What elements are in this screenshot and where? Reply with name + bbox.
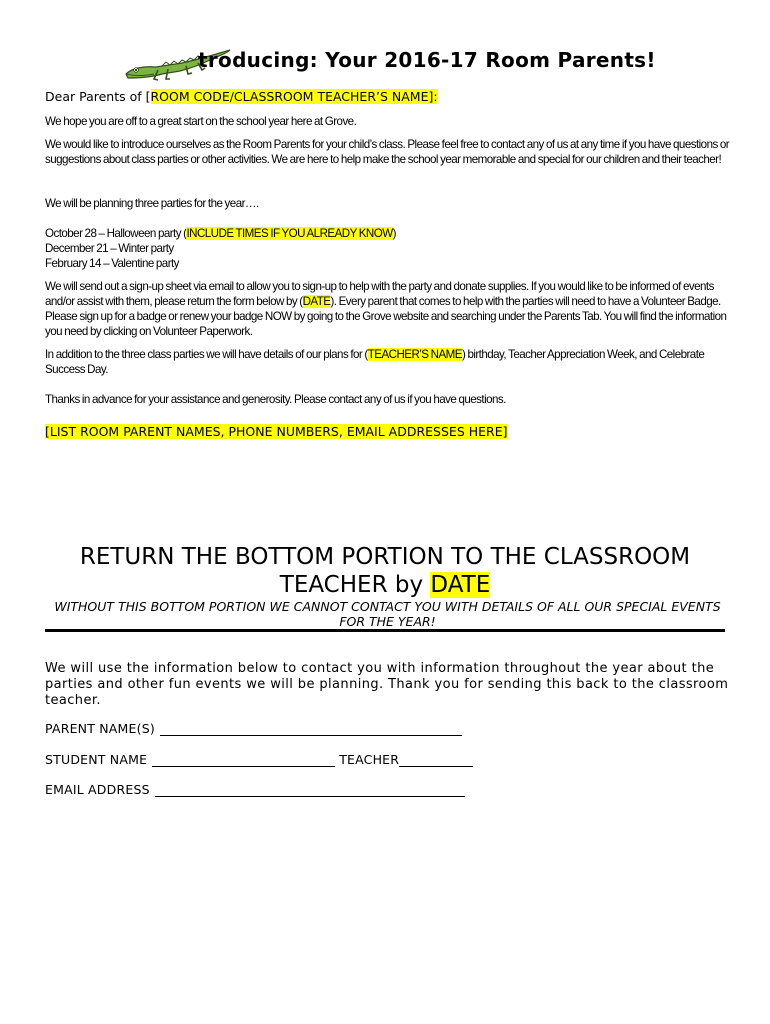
header	[0, 44, 770, 80]
party-item: December 21 – Winter party	[45, 242, 174, 255]
thanks-text: Thanks in advance for your assistance and generosity. Please contact any of us if you have questions.	[45, 393, 506, 406]
signup-text-a: We will send out a sign-up sheet via email to allow you to sign-up to help with the party and donate supplies. If you would like to be informed of events and/or assist with them, please return the form below by (	[45, 280, 714, 308]
greeting-prefix: Dear Parents of [	[45, 89, 151, 104]
warning-text: WITHOUT THIS BOTTOM PORTION WE CANNOT CONTACT YOU WITH DETAILS OF ALL OUR SPECIAL EVENTS FOR THE YEAR!	[54, 599, 721, 629]
return-heading-line2	[0, 571, 770, 599]
return-heading-line1: RETURN THE BOTTOM PORTION TO THE CLASSROOM	[79, 544, 691, 570]
paragraph-intro	[45, 114, 730, 129]
email-field[interactable]	[155, 784, 465, 797]
party-list	[45, 226, 730, 271]
student-teacher-row	[45, 752, 473, 767]
party-item	[45, 226, 730, 241]
email-label: EMAIL ADDRESS	[45, 782, 150, 797]
divider	[45, 629, 725, 632]
paragraph-thanks	[45, 392, 730, 407]
list-placeholder-text: [LIST ROOM PARENT NAMES, PHONE NUMBERS, EMAIL ADDRESSES HERE]	[45, 424, 508, 439]
party1-prefix: October 28 – Halloween party (	[45, 227, 187, 240]
parties-text: We will be planning three parties for the year….	[45, 197, 259, 210]
page-title: troducing: Your 2016-17 Room Parents!	[198, 48, 656, 72]
paragraph-parties	[45, 196, 730, 211]
room-parent-list-placeholder	[45, 424, 508, 439]
parent-name-row	[45, 721, 462, 736]
teacher-label: TEACHER	[339, 752, 400, 767]
signup-text-b: ). Every parent that comes to help with the parties will need to have a Volunteer Badge. Please sign up for a badge or renew your badge NOW by going to the Grove website and searching under the Parents Tab. You will find the information you need by clicking on Volunteer Paperwork.	[45, 295, 727, 338]
return-heading-prefix: TEACHER by	[279, 572, 431, 598]
greeting-placeholder: ROOM CODE/CLASSROOM TEACHER’S NAME]:	[150, 89, 438, 104]
return-heading	[0, 543, 770, 599]
intro-text: We hope you are off to a great start on the school year here at Grove.	[45, 115, 357, 128]
info-text: We will use the information below to contact you with information throughout the year about the parties and other fun events we will be planning. Thank you for sending this back to the classroom teacher.	[45, 661, 729, 708]
student-name-label: STUDENT NAME	[45, 752, 148, 767]
party1-placeholder: INCLUDE TIMES IF YOU ALREADY KNOW	[186, 227, 393, 240]
greeting	[45, 89, 438, 104]
parent-name-label: PARENT NAME(S)	[45, 721, 155, 736]
return-date-placeholder: DATE	[430, 572, 491, 598]
parent-name-field[interactable]	[160, 723, 462, 736]
email-row	[45, 782, 465, 797]
party-item: February 14 – Valentine party	[45, 257, 179, 270]
paragraph-signup	[45, 279, 730, 339]
student-name-field[interactable]	[152, 754, 335, 767]
paragraph-celebrations	[45, 347, 730, 377]
party1-suffix: )	[392, 227, 396, 240]
celebrations-text-b: ) birthday, Teacher Appreciation Week, and Celebrate Success Day.	[45, 348, 705, 376]
introduce-text: We would like to introduce ourselves as the Room Parents for your child’s class. Please feel free to contact any of us at any time if you have questions or suggestions about class parties or other activities. We are here to help make the school year memorable and special for our children and their teacher!	[45, 138, 730, 166]
date-placeholder: DATE	[302, 295, 331, 308]
paragraph-introduce	[45, 137, 730, 167]
teacher-name-placeholder: TEACHER’S NAME	[367, 348, 462, 361]
celebrations-text-a: In addition to the three class parties we will have details of our plans for (	[45, 348, 368, 361]
teacher-field[interactable]	[399, 754, 473, 767]
